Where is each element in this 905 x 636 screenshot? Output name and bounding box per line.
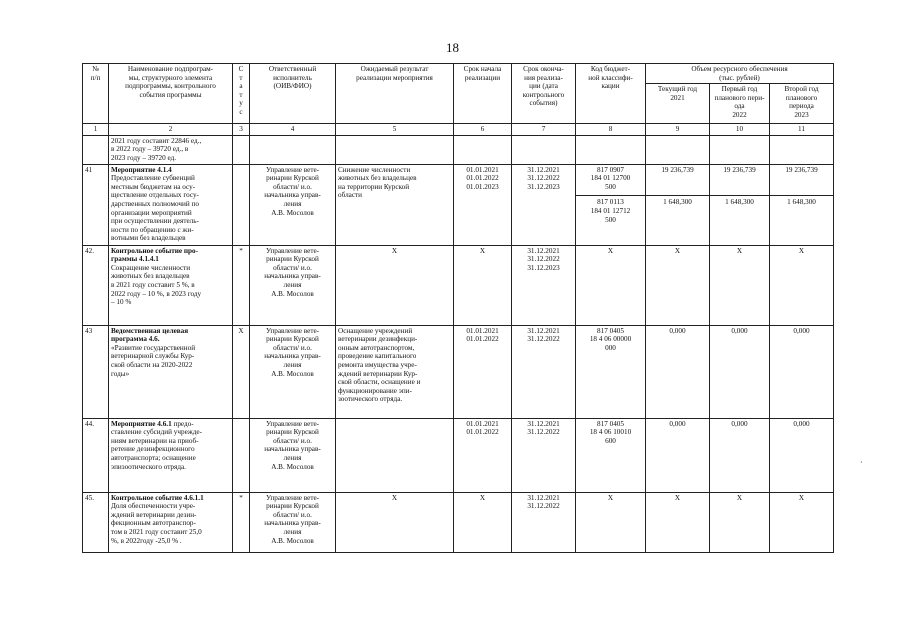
header-budget-code: Код бюджет- ной классифи- кации bbox=[576, 64, 646, 124]
row-start: 01.01.2021 01.01.2022 01.01.2023 bbox=[454, 164, 512, 245]
row-start: 01.01.2021 01.01.2022 bbox=[454, 325, 512, 418]
header-end: Срок оконча- ния реализа- ции (дата контрольного события) bbox=[512, 64, 576, 124]
row-name bbox=[109, 245, 233, 325]
table-row bbox=[83, 325, 834, 418]
row-name-text: Доля обеспеченности учре- ждений ветеринарии дезин- фекционным автотранспор- том в 2021 году составит 25,0 %, в 2022году -25,0 % . bbox=[111, 502, 202, 545]
table-row bbox=[83, 492, 834, 552]
header-year-first: Первый год планового пери- ода 2022 bbox=[710, 84, 770, 124]
row-status bbox=[233, 164, 250, 245]
row-amount-2021: 0,000 bbox=[646, 418, 710, 492]
table-row bbox=[83, 164, 834, 245]
col-index: 5 bbox=[336, 124, 454, 136]
row-name-text: Предоставление субвенций местным бюджетам на осу- ществление отдельных госу- дарственных полномочий по организации мероприятий при осуществлении деятель- ности по обращению с жи- вотными без владельцев bbox=[111, 174, 199, 243]
row-name-text: «Развитие государственной ветеринарной службы Кур- ской области на 2020-2022 годы» bbox=[111, 343, 196, 378]
header-year-current: Текущий год 2021 bbox=[646, 84, 710, 124]
column-index-row bbox=[83, 124, 834, 136]
amount-value: 1 648,300 bbox=[646, 195, 709, 207]
row-amount-2023: X bbox=[770, 492, 834, 552]
row-name-bold: Мероприятие 4.1.4 bbox=[111, 165, 172, 174]
header-executor: Ответственный исполнитель (ОИВ/ФИО) bbox=[250, 64, 336, 124]
row-start: 01.01.2021 01.01.2022 bbox=[454, 418, 512, 492]
row-name-bold: Контрольное событие про- граммы 4.1.4.1 bbox=[111, 246, 199, 264]
row-amount-2021: X bbox=[646, 492, 710, 552]
row-amount-2023: 0,000 bbox=[770, 418, 834, 492]
row-amount-2022: X bbox=[710, 492, 770, 552]
header-result: Ожидаемый результат реализации мероприятия bbox=[336, 64, 454, 124]
header-resources: Объем ресурсного обеспечения (тыс. рублей) bbox=[646, 64, 834, 84]
continuation-text: 2021 году составит 22846 ед., в 2022 году – 39720 ед., в 2023 году – 39720 ед. bbox=[109, 135, 233, 164]
row-num: 43 bbox=[83, 325, 109, 418]
amount-value: 19 236,739 bbox=[785, 165, 818, 174]
row-status: * bbox=[233, 245, 250, 325]
col-index: 4 bbox=[250, 124, 336, 136]
row-amount-2021: 0,000 bbox=[646, 325, 710, 418]
row-result: X bbox=[336, 245, 454, 325]
row-name-bold: Контрольное событие 4.6.1.1 bbox=[111, 493, 204, 502]
row-result: X bbox=[336, 492, 454, 552]
row-amount-2023: 0,000 bbox=[770, 325, 834, 418]
amount-value: 1 648,300 bbox=[710, 195, 769, 207]
row-executor: Управление вете- ринарии Курской области/ и.о. начальника управ- ления А.В. Мосолов bbox=[250, 325, 336, 418]
row-name bbox=[109, 164, 233, 245]
row-executor: Управление вете- ринарии Курской области/ и.о. начальника управ- ления А.В. Мосолов bbox=[250, 164, 336, 245]
row-amount-2023: X bbox=[770, 245, 834, 325]
row-status: * bbox=[233, 492, 250, 552]
row-result: Оснащение учреждений ветеринарии дезинфекци- онным автотранспортом, проведение капитального ремонта имущества учре- ждений ветеринарии Кур- ской области, оснащение и функционирование эпи- зоотического отряда. bbox=[336, 325, 454, 418]
row-executor: Управление вете- ринарии Курской области/ и.о. начальника управ- ления А.В. Мосолов bbox=[250, 492, 336, 552]
header-name: Наименование подпрограм- мы, структурного элемента подпрограммы, контрольного события программы bbox=[109, 64, 233, 124]
header-start: Срок начала реализации bbox=[454, 64, 512, 124]
row-executor: Управление вете- ринарии Курской области/ и.о. начальника управ- ления А.В. Мосолов bbox=[250, 418, 336, 492]
row-budget-code bbox=[576, 164, 646, 245]
row-budget-code: X bbox=[576, 245, 646, 325]
row-name bbox=[109, 492, 233, 552]
row-num: 42. bbox=[83, 245, 109, 325]
col-index: 8 bbox=[576, 124, 646, 136]
row-status: X bbox=[233, 325, 250, 418]
row-start: X bbox=[454, 245, 512, 325]
row-name-text: предо- ставление субсидий учрежде- ниям ветеринарии на приоб- ретение дезинфекционного автотранспорта; оснащение эпизоотического отряда. bbox=[111, 419, 202, 471]
header-num: № п/п bbox=[83, 64, 109, 124]
header-status: С т а т у с bbox=[233, 64, 250, 124]
row-end: 31.12.2021 31.12.2022 31.12.2023 bbox=[512, 164, 576, 245]
row-name-bold: Ведомственная целевая программа 4.6. bbox=[111, 326, 189, 344]
row-executor: Управление вете- ринарии Курской области/ и.о. начальника управ- ления А.В. Мосолов bbox=[250, 245, 336, 325]
row-amount-2023 bbox=[770, 164, 834, 245]
col-index: 9 bbox=[646, 124, 710, 136]
row-num: 44. bbox=[83, 418, 109, 492]
row-amount-2022 bbox=[710, 164, 770, 245]
row-name bbox=[109, 325, 233, 418]
row-result: Снижение численности животных без владельцев на территории Курской области bbox=[336, 164, 454, 245]
budget-code-2: 817 0113 184 01 12712 500 bbox=[576, 195, 645, 224]
amount-value: 19 236,739 bbox=[661, 165, 694, 174]
col-index: 3 bbox=[233, 124, 250, 136]
col-index: 7 bbox=[512, 124, 576, 136]
col-index: 1 bbox=[83, 124, 109, 136]
continuation-row bbox=[83, 135, 834, 164]
row-end: 31.12.2021 31.12.2022 bbox=[512, 492, 576, 552]
row-name bbox=[109, 418, 233, 492]
col-index: 6 bbox=[454, 124, 512, 136]
row-amount-2022: X bbox=[710, 245, 770, 325]
col-index: 2 bbox=[109, 124, 233, 136]
amount-value: 1 648,300 bbox=[770, 195, 833, 207]
row-num: 41 bbox=[83, 164, 109, 245]
row-amount-2021 bbox=[646, 164, 710, 245]
row-budget-code: 817 0405 18 4 06 10010 600 bbox=[576, 418, 646, 492]
scan-speck: · bbox=[860, 458, 863, 467]
row-end: 31.12.2021 31.12.2022 31.12.2023 bbox=[512, 245, 576, 325]
row-budget-code: 817 0405 18 4 06 00000 000 bbox=[576, 325, 646, 418]
row-status bbox=[233, 418, 250, 492]
row-amount-2022: 0,000 bbox=[710, 418, 770, 492]
col-index: 11 bbox=[770, 124, 834, 136]
row-amount-2021: X bbox=[646, 245, 710, 325]
col-index: 10 bbox=[710, 124, 770, 136]
row-budget-code: X bbox=[576, 492, 646, 552]
page-number: 18 bbox=[446, 40, 459, 55]
row-start: X bbox=[454, 492, 512, 552]
header-row-1 bbox=[83, 64, 834, 84]
row-end: 31.12.2021 31.12.2022 bbox=[512, 418, 576, 492]
resource-table bbox=[82, 63, 834, 553]
row-name-text: Сокращение численности животных без владельцев в 2021 году составит 5 %, в 2022 году – 10 %, в 2023 году – 10 % bbox=[111, 263, 202, 307]
row-result bbox=[336, 418, 454, 492]
table-row bbox=[83, 418, 834, 492]
row-num: 45. bbox=[83, 492, 109, 552]
row-end: 31.12.2021 31.12.2022 bbox=[512, 325, 576, 418]
header-year-second: Второй год планового периода 2023 bbox=[770, 84, 834, 124]
row-amount-2022: 0,000 bbox=[710, 325, 770, 418]
amount-value: 19 236,739 bbox=[723, 165, 756, 174]
table-row bbox=[83, 245, 834, 325]
budget-code-1: 817 0907 184 01 12700 500 bbox=[590, 165, 631, 191]
row-name-bold: Мероприятие 4.6.1 bbox=[111, 419, 172, 428]
